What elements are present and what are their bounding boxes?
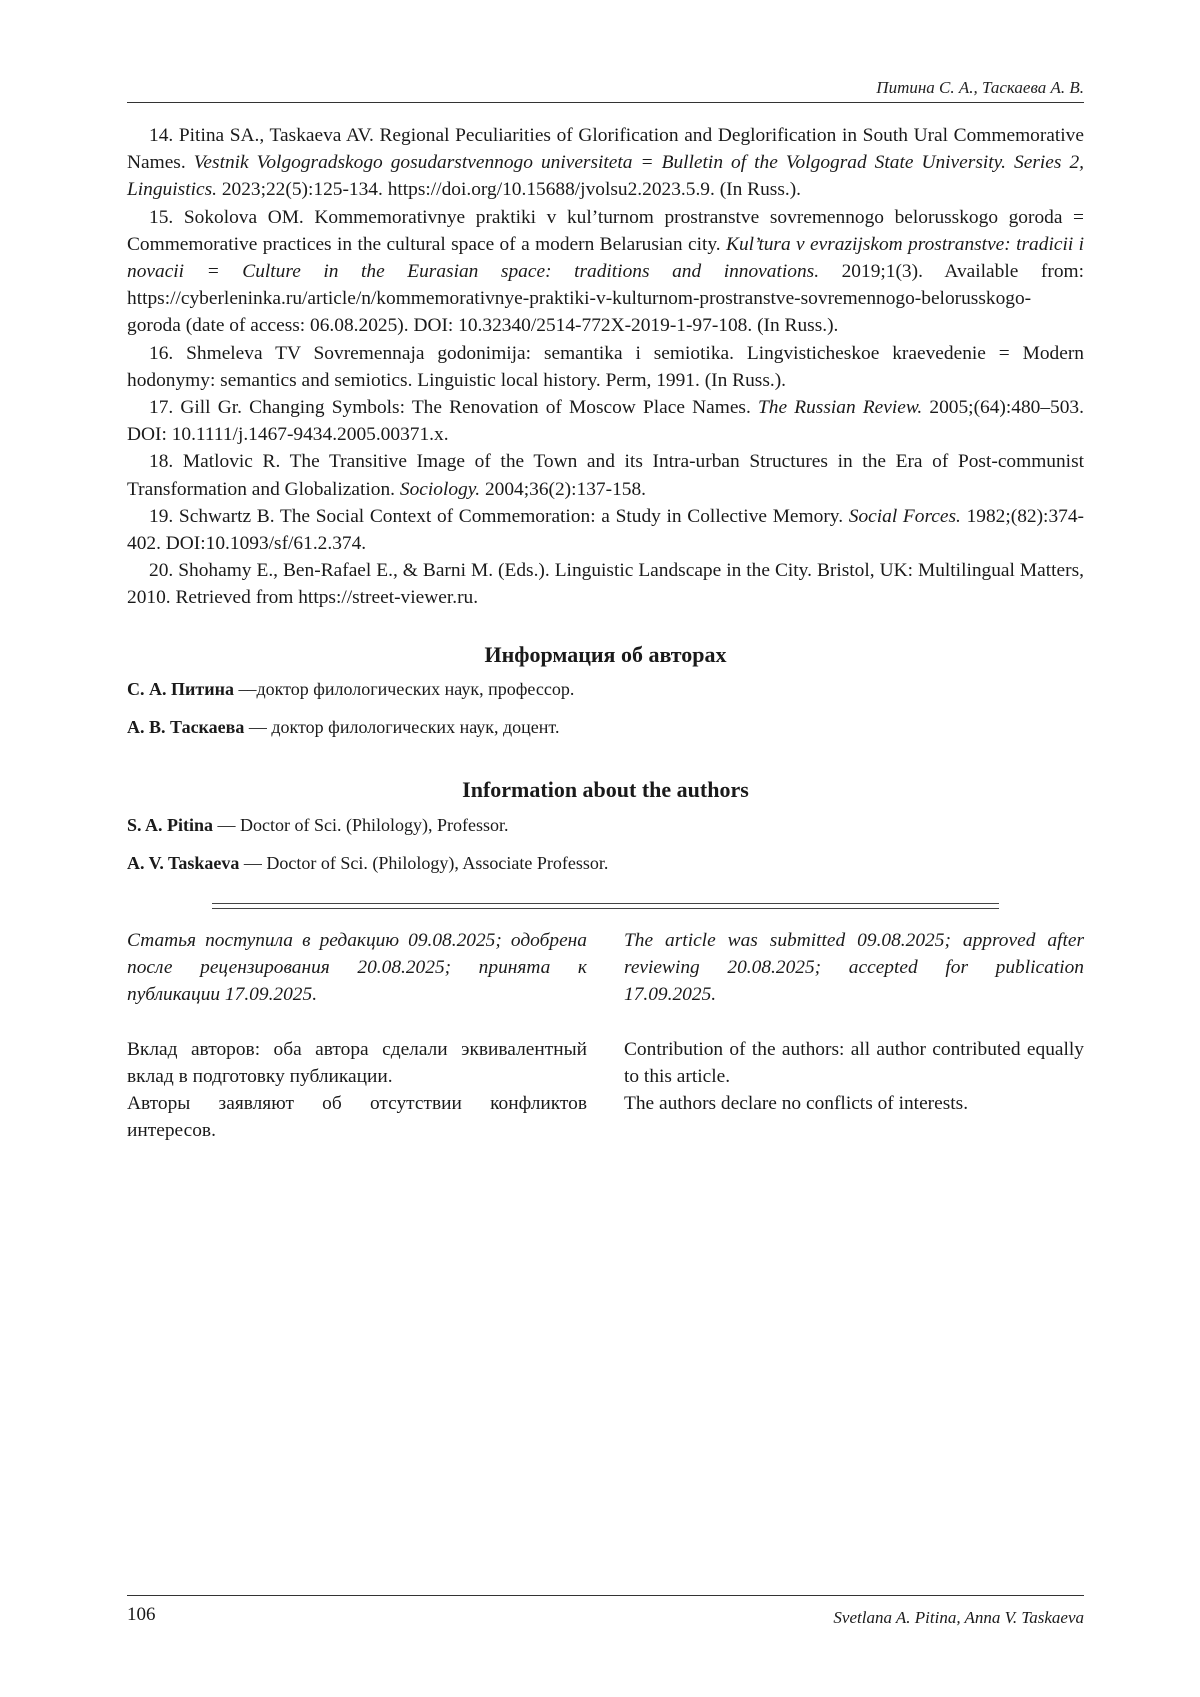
article-dates-en: The article was submitted 09.08.2025; approved after reviewing 20.08.2025; accepted for publication 17.09.2025. — [624, 930, 1084, 1006]
reference-item: 18. Matlovic R. The Transitive Image of the Town and its Intra-urban Structures in the Era of Post-communist Transformation and Globalization. Sociology. 2004;36(2):137-158. — [127, 451, 1084, 500]
article-info-ru — [127, 927, 587, 1144]
reference-item: 20. Shohamy E., Ben-Rafael E., & Barni M. (Eds.). Linguistic Landscape in the City. Bristol, UK: Multilingual Matters, 2010. Retrieved from https://street-viewer.ru. — [127, 560, 1084, 609]
contribution-ru: Вклад авторов: оба автора сделали эквивалентный вклад в подготовку публикации. — [127, 1038, 587, 1087]
author-ru-taskaeva: А. В. Таскаева — доктор филологических наук, доцент. — [127, 717, 560, 737]
reference-item: 19. Schwartz B. The Social Context of Commemoration: a Study in Collective Memory. Social Forces. 1982;(82):374-402. DOI:10.1093/sf/61.2.374. — [127, 505, 1084, 555]
footer-rule — [127, 1595, 1084, 1596]
authors-info-en-section — [127, 777, 1084, 803]
author-en-taskaeva: A. V. Taskaeva — Doctor of Sci. (Philology), Associate Professor. — [127, 853, 609, 873]
reference-list — [127, 122, 1084, 612]
footer-authors: Svetlana A. Pitina, Anna V. Taskaeva — [833, 1608, 1084, 1627]
reference-item: 16. Shmeleva TV Sovremennaja godonimija: semantika i semiotika. Lingvisticheskoe kraevedenie = Modern hodonymy: semantics and semiotics. Linguistic local history. Perm, 1991. (In Russ.). — [127, 342, 1084, 391]
contribution-en: Contribution of the authors: all author contributed equally to this article. — [624, 1038, 1084, 1087]
authors-info-en-heading: Information about the authors — [462, 777, 749, 802]
reference-item: 14. Pitina SA., Taskaeva AV. Regional Peculiarities of Glorification and Deglorification in South Ural Commemorative Names. Vestnik Volgogradskogo gosudarstvennogo universiteta = Bulletin of the Volgograd State University. Series 2, Linguistics. 2023;22(5):125-134. https://doi.org/10.15688/jvolsu2.2023.5.9. (In Russ.). — [127, 125, 1084, 201]
article-dates-ru: Статья поступила в редакцию 09.08.2025; одобрена после рецензирования 20.08.2025; принята к публикации 17.09.2025. — [127, 930, 587, 1006]
authors-info-ru-section — [127, 642, 1084, 668]
article-info-en — [624, 927, 1084, 1117]
header-rule — [127, 102, 1084, 103]
conflicts-ru: Авторы заявляют об отсутствии конфликтов интересов. — [127, 1093, 587, 1142]
journal-page — [127, 0, 1084, 1697]
page-number: 106 — [127, 1604, 156, 1625]
reference-item: 17. Gill Gr. Changing Symbols: The Renovation of Moscow Place Names. The Russian Review. 2005;(64):480–503. DOI: 10.1111/j.1467-9434.2005.00371.x. — [127, 397, 1084, 446]
authors-info-ru-heading: Информация об авторах — [484, 642, 727, 667]
reference-item: 15. Sokolova OM. Kommemorativnye praktiki v kul’turnom prostranstve sovremennogo belorusskogo goroda = Commemorative practices in the cultural space of a modern Belarusian city. Kul’tura v evrazijskom prostranstve: tradicii i novacii = Culture in the Eurasian space: traditions and innovations. 2019;1(3). Available from: https://cyberleninka.ru/article/n/kommemorativnye-praktiki-v-kulturnom-prostranstve-sovremennogo-belorusskogo-goroda (date of access: 06.08.2025). DOI: 10.32340/2514-772X-2019-1-97-108. (In Russ.). — [127, 206, 1084, 337]
author-en-pitina: S. A. Pitina — Doctor of Sci. (Philology), Professor. — [127, 815, 509, 835]
running-head: Питина С. А., Таскаева А. В. — [876, 78, 1084, 97]
author-ru-pitina: С. А. Питина ––доктор филологических наук, профессор. — [127, 679, 575, 699]
section-divider — [212, 903, 999, 909]
conflicts-en: The authors declare no conflicts of interests. — [624, 1093, 969, 1115]
